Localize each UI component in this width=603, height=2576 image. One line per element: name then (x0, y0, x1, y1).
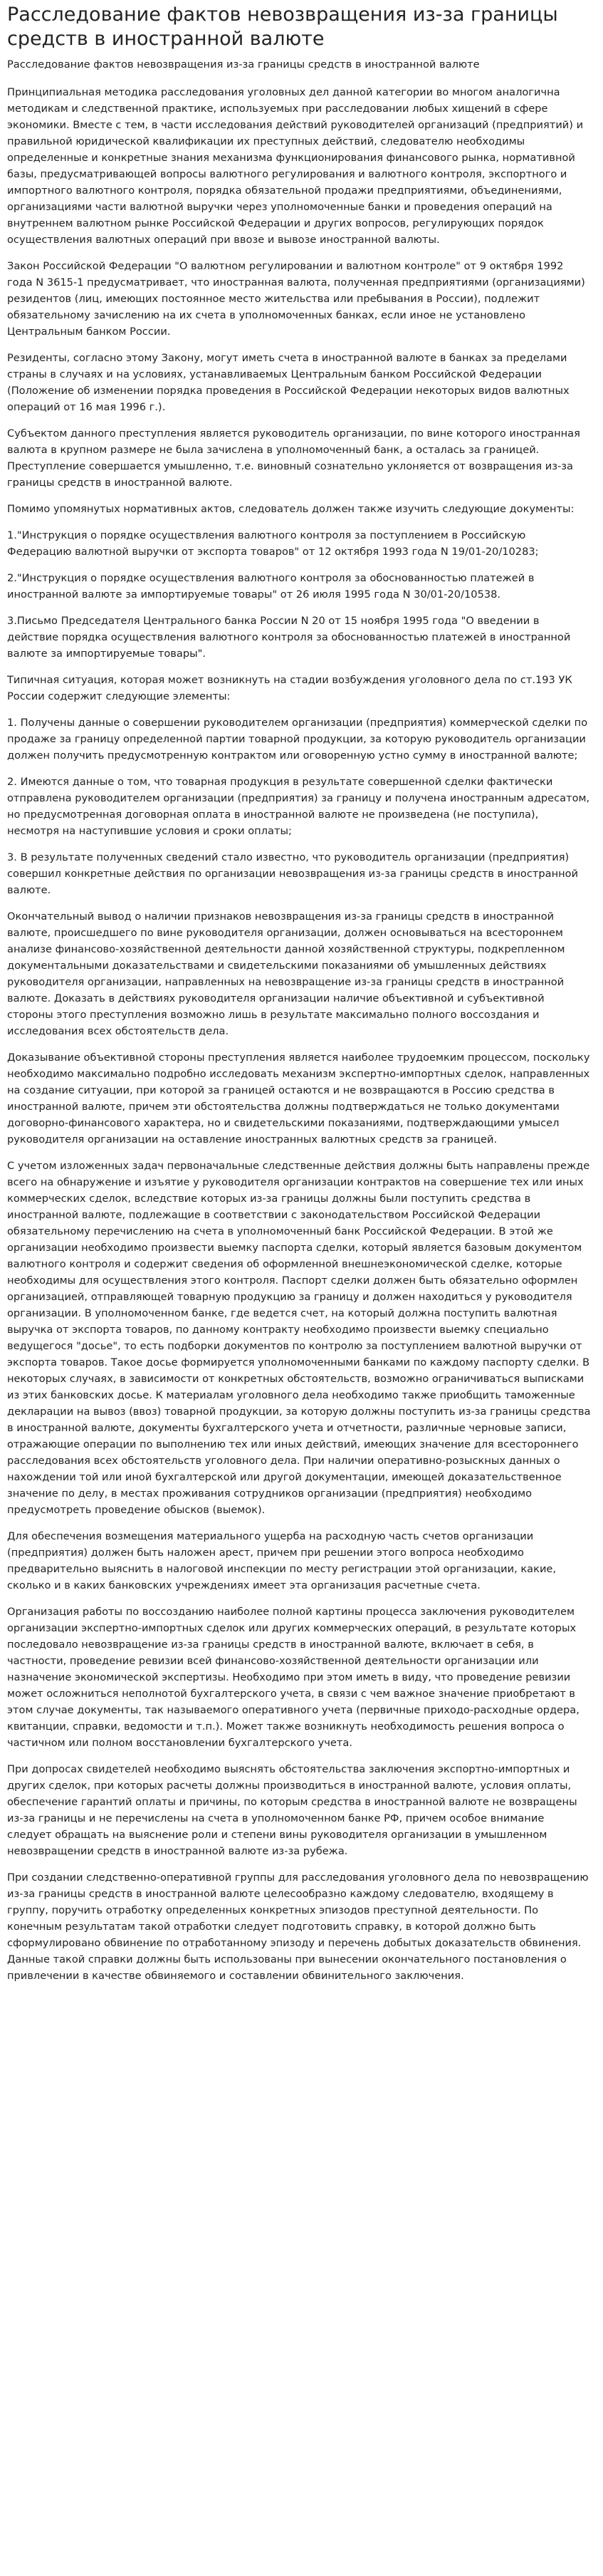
article-subtitle: Расследование фактов невозвращения из-за границы средств в иностранной валюте (7, 58, 480, 71)
paragraph: 2."Инструкция о порядке осуществления валютного контроля за обоснованностью платежей в иностранной валюте за импортируемые товары" от 26 июля 1995 года N 30/01-20/10538. (7, 572, 535, 601)
article-body (7, 84, 592, 1984)
paragraph: Организация работы по воссозданию наиболее полной картины процесса заключения руководителем организации экспертно-импортных сделок или других коммерческих операций, в результате которых последовало невозвращение из-за границы средств в иностранной валюте, включает в себя, в частности, проведение ревизии всей финансово-хозяйственной деятельности организации или назначение экономической экспертизы. Необходимо при этом иметь в виду, что проведение ревизии может осложниться неполнотой бухгалтерского учета, в связи с чем важное значение приобретают в этом случае документы, так называемого оперативного учета (первичные приходо-расходные ордера, квитанции, справки, ведомости и т.п.). Может также возникнуть необходимость решения вопроса о частичном или полном восстановлении бухгалтерского учета. (7, 1606, 580, 1749)
paragraph: Субъектом данного преступления является руководитель организации, по вине которого иностранная валюта в крупном размере не была зачислена в уполномоченный банк, а осталась за границей. Преступление совершается умышленно, т.е. виновный сознательно уклоняется от возвращения из-за границы средств в иностранной валюте. (7, 427, 580, 489)
paragraph: Резиденты, согласно этому Закону, могут иметь счета в иностранной валюте в банках за пределами страны в случаях и на условиях, устанавливаемых Центральным банком Российской Федерации (Положение об изменении порядка проведения в Российской Федерации некоторых видов валютных операций от 16 мая 1996 г.). (7, 352, 570, 413)
page-title: Расследование фактов невозвращения из-за границы средств в иностранной валюте (7, 4, 558, 50)
paragraph: Закон Российской Федерации "О валютном регулировании и валютном контроле" от 9 октября 1992 года N 3615-1 предусматривает, что иностранная валюта, полученная предприятиями (организациями) резидентов (лиц, имеющих постоянное место жительства или пребывания в России), подлежит обязательному зачислению на их счета в уполномоченных банках, если иное не установлено Центральным банком России. (7, 260, 585, 338)
paragraph: При допросах свидетелей необходимо выяснять обстоятельства заключения экспортно-импортных и других сделок, при которых расчеты должны производиться в иностранной валюте, условия оплаты, обеспечение гарантий оплаты и причины, по которым средства в иностранной валюте не возвращены из-за границы и не перечислены на счета в уполномоченном банке РФ, причем особое внимание следует обращать на выяснение роли и степени вины руководителя организации в умышленном невозвращении средств в иностранной валюте из-за рубежа. (7, 1763, 577, 1857)
paragraph: Помимо упомянутых нормативных актов, следователь должен также изучить следующие документы: (7, 503, 575, 515)
paragraph: Типичная ситуация, которая может возникнуть на стадии возбуждения уголовного дела по ст.193 УК России содержит следующие элементы: (7, 674, 572, 702)
paragraph: Для обеспечения возмещения материального ущерба на расходную часть счетов организации (предприятия) должен быть наложен арест, причем при решении этого вопроса необходимо предварительно выяснить в налоговой инспекции по месту регистрации этой организации, какие, сколько и в каких банковских учреждениях имеет эта организация расчетные счета. (7, 1530, 557, 1591)
paragraph: 3. В результате полученных сведений стало известно, что руководитель организации (предприятия) совершил конкретные действия по организации невозвращения из-за границы средств в иностранной валюте. (7, 851, 579, 896)
paragraph: 3.Письмо Председателя Центрального банка России N 20 от 15 ноября 1995 года "О введении в действие порядка осуществления валютного контроля за обоснованностью платежей в иностранной валюте за импортируемые товары". (7, 615, 571, 660)
paragraph: С учетом изложенных задач первоначальные следственные действия должны быть направлены прежде всего на обнаружение и изъятие у руководителя организации контрактов на совершение тех или иных коммерческих сделок, вследствие которых из-за границы должны были поступить средства в иностранной валюте, подлежащие в соответствии с законодательством Российской Федерации обязательному перечислению на счета в уполномоченный банк Российской Федерации. В этой же организации необходимо произвести выемку паспорта сделки, который является базовым документом валютного контроля и содержит сведения об оформленной внешнеэкономической сделке, которые необходимы для осуществления этого контроля. Паспорт сделки должен быть обязательно оформлен организацией, отправляющей товарную продукцию за границу и должен находиться у руководителя организации. В уполномоченном банке, где ведется счет, на который должна поступить валютная выручка от экспорта товаров, по данному контракту необходимо произвести выемку специально ведущегося "досье", то есть подборки документов по контролю за поступлением валютной выручки от экспорта товаров. Такое досье формируется уполномоченными банками по каждому паспорту сделки. В некоторых случаях, в зависимости от конкретных обстоятельств, возможно ограничиваться выписками из этих банковских досье. К материалам уголовного дела необходимо также приобщить таможенные декларации на вывоз (ввоз) товарной продукции, за которую должны поступить из-за границы средства в иностранной валюте, документы бухгалтерского учета и отчетности, различные черновые записи, отражающие операции по выполнению тех или иных действий, имеющих значение для всестороннего расследования всех обстоятельств уголовного дела. При наличии оперативно-розыскных данных о нахождении той или иной бухгалтерской или другой документации, имеющей доказательственное значение по делу, в местах проживания сотрудников организации (предприятия) необходимо предусмотреть проведение обысков (выемок). (7, 1160, 591, 1516)
paragraph: Доказывание объективной стороны преступления является наиболее трудоемким процессом, поскольку необходимо максимально подробно исследовать механизм экспертно-импортных сделок, направленных на создание ситуации, при которой за границей остаются и не возвращаются в Россию средства в иностранной валюте, причем эти обстоятельства должны подтверждаться не только документами договорно-финансового характера, но и свидетельскими показаниями, подтверждающими умысел руководителя организации на оставление иностранных валютных средств за границей. (7, 1051, 590, 1146)
paragraph: 2. Имеются данные о том, что товарная продукция в результате совершенной сделки фактически отправлена руководителем организации (предприятия) за границу и получена иностранным адресатом, но предусмотренная договорная оплата в иностранной валюте не произведена (не поступила), несмотря на наступившие условия и сроки оплаты; (7, 776, 590, 837)
paragraph: При создании следственно-оперативной группы для расследования уголовного дела по невозвращению из-за границы средств в иностранной валюте целесообразно каждому следователю, входящему в группу, поручить отработку определенных конкретных эпизодов преступной деятельности. По конечным результатам такой отработки следует подготовить справку, в которой должно быть сформулировано обвинение по отработанному эпизоду и перечень добытых доказательств обвинения. Данные такой справки должны быть использованы при вынесении окончательного постановления о привлечении в качестве обвиняемого и составлении обвинительного заключения. (7, 1871, 589, 1982)
paragraph: Окончательный вывод о наличии признаков невозвращения из-за границы средств в иностранной валюте, происшедшего по вине руководителя организации, должен основываться на всестороннем анализе финансово-хозяйственной деятельности данной хозяйственной структуры, подкрепленном документальными доказательствами и свидетельскими показаниями об умышленных действиях руководителя организации, направленных на невозвращение из-за границы средств в иностранной валюте. Доказать в действиях руководителя организации наличие объективной и субъективной стороны этого преступления возможно лишь в результате максимально полного воссоздания и исследования всех обстоятельств дела. (7, 910, 565, 1037)
paragraph: 1. Получены данные о совершении руководителем организации (предприятия) коммерческой сделки по продаже за границу определенной партии товарной продукции, за которую руководитель организации должен получить предусмотренную контрактом или оговоренную устно сумму в иностранной валюте; (7, 717, 588, 762)
paragraph: 1."Инструкция о порядке осуществления валютного контроля за поступлением в Российскую Федерацию валютной выручки от экспорта товаров" от 12 октября 1993 года N 19/01-20/10283; (7, 529, 539, 558)
paragraph: Принципиальная методика расследования уголовных дел данной категории во многом аналогична методикам и следственной практике, используемых при расследовании любых хищений в сфере экономики. Вместе с тем, в части исследования действий руководителей организаций (предприятий) и правильной юридической квалификации их преступных действий, следователю необходимы определенные и конкретные знания механизма функционирования финансового рынка, нормативной базы, предусматривающей вопросы валютного регулирования и валютного контроля, экспортного и импортного валютного контроля, порядка обязательной продажи предприятиями, объединениями, организациями части валютной выручки через уполномоченные банки и проведения операций на внутреннем валютном рынке Российской Федерации и других вопросов, регулирующих порядок осуществления валютных операций при ввозе и вывозе иностранной валюты. (7, 86, 584, 246)
